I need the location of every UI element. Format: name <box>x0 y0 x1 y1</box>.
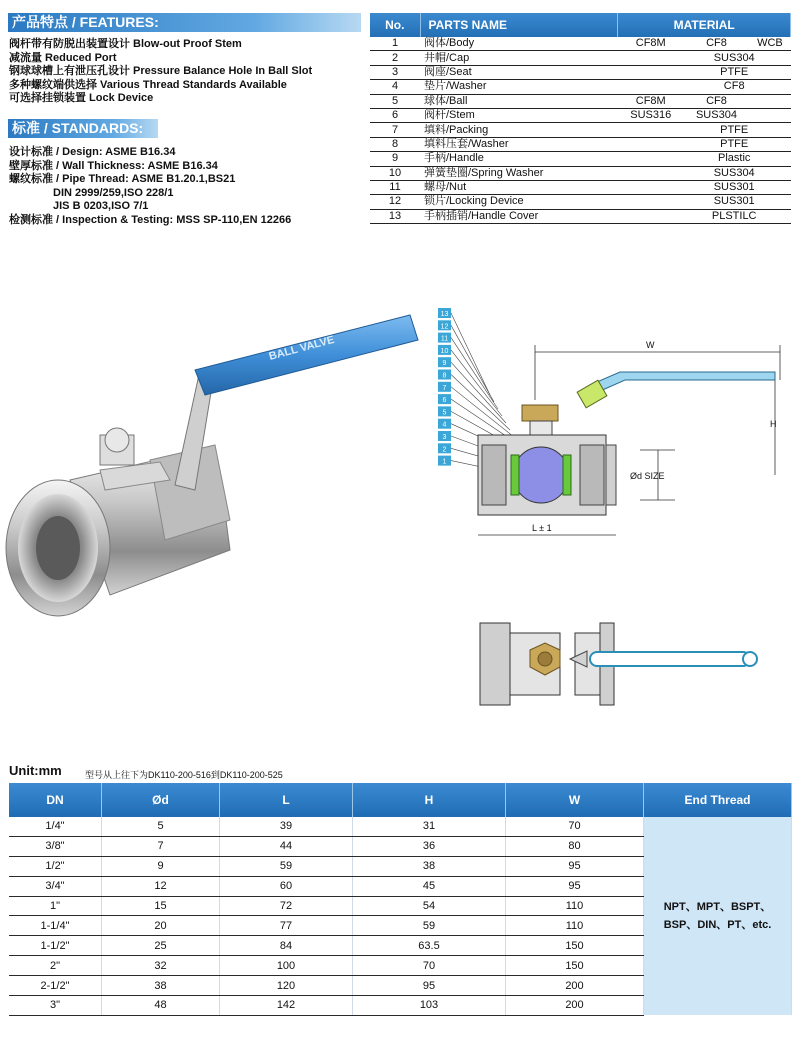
table-cell: 11 <box>370 180 420 194</box>
col-header-parts-name: PARTS NAME <box>420 13 618 37</box>
table-cell: 15 <box>102 896 220 916</box>
table-cell: 25 <box>102 936 220 956</box>
ball-valve-photo <box>0 290 420 650</box>
table-cell: 95 <box>506 856 644 876</box>
list-item: 检测标准 / Inspection & Testing: MSS SP-110,EN 12266 <box>9 213 292 226</box>
svg-text:5: 5 <box>442 409 447 417</box>
table-row <box>370 152 791 166</box>
table-cell: SUS301 <box>618 195 791 209</box>
table-cell: CF8 <box>684 94 750 108</box>
table-cell: PTFE <box>618 123 791 137</box>
list-item: 钢球球槽上有泄压孔设计 Pressure Balance Hole In Ball Slot <box>9 65 313 77</box>
table-cell: WCB <box>749 37 790 51</box>
table-cell: 200 <box>506 996 644 1016</box>
table-cell: 1/2" <box>9 856 102 876</box>
table-cell: 100 <box>220 956 353 976</box>
table-cell <box>749 94 790 108</box>
list-item: 可选择挂锁装置 Lock Device <box>9 92 154 104</box>
parts-table <box>370 13 791 224</box>
table-cell: SUS301 <box>618 180 791 194</box>
table-cell: CF8 <box>684 37 750 51</box>
model-note: 型号从上往下为DK110-200-516到DK110-200-525 <box>85 770 283 780</box>
table-cell: 38 <box>353 856 506 876</box>
svg-text:12: 12 <box>440 323 449 331</box>
table-cell: 84 <box>220 936 353 956</box>
table-cell: 4 <box>370 80 420 94</box>
table-cell: 59 <box>220 856 353 876</box>
svg-text:7: 7 <box>442 384 447 392</box>
dim-l-label: L ± 1 <box>532 523 552 533</box>
table-cell: 60 <box>220 876 353 896</box>
top-view-drawing <box>475 615 775 715</box>
table-cell: 手柄/Handle <box>420 152 618 166</box>
table-cell: 32 <box>102 956 220 976</box>
section-drawing <box>430 300 790 550</box>
table-cell: 12 <box>102 876 220 896</box>
table-cell: 2-1/2" <box>9 976 102 996</box>
table-cell: CF8M <box>618 37 684 51</box>
table-cell: 锁片/Locking Device <box>420 195 618 209</box>
svg-text:8: 8 <box>442 372 447 380</box>
table-cell: 95 <box>353 976 506 996</box>
table-cell: 球体/Ball <box>420 94 618 108</box>
table-cell: 13 <box>370 209 420 223</box>
table-cell: 95 <box>506 876 644 896</box>
table-cell: 10 <box>370 166 420 180</box>
svg-text:2: 2 <box>442 446 447 454</box>
table-cell: SUS304 <box>618 51 791 65</box>
end-thread-cell <box>644 817 792 1015</box>
table-cell: 39 <box>220 817 353 836</box>
table-cell: 3" <box>9 996 102 1016</box>
table-cell: 1/4" <box>9 817 102 836</box>
table-row <box>370 37 791 51</box>
table-cell: SUS304 <box>618 166 791 180</box>
table-cell: 2" <box>9 956 102 976</box>
list-item: 多种螺纹端供选择 Various Thread Standards Available <box>9 78 287 91</box>
table-cell: CF8M <box>618 94 684 108</box>
svg-text:11: 11 <box>440 335 449 343</box>
table-cell: 3/8" <box>9 836 102 856</box>
svg-text:4: 4 <box>442 421 447 429</box>
table-cell: 3/4" <box>9 876 102 896</box>
col-header-l: L <box>220 783 353 817</box>
table-cell: 垫片/Washer <box>420 80 618 94</box>
table-cell: 110 <box>506 896 644 916</box>
table-cell: 1" <box>9 896 102 916</box>
col-header-end-thread: End Thread <box>644 783 792 817</box>
table-row <box>370 123 791 137</box>
table-cell: 120 <box>220 976 353 996</box>
table-cell: 3 <box>370 65 420 79</box>
table-cell: 阀体/Body <box>420 37 618 51</box>
table-row <box>370 94 791 108</box>
table-cell: 阀座/Seat <box>420 65 618 79</box>
table-row <box>370 209 791 223</box>
table-cell: 阀杆/Stem <box>420 108 618 122</box>
table-cell: 1 <box>370 37 420 51</box>
col-header-no: No. <box>370 13 420 37</box>
table-cell: SUS316 <box>618 108 684 122</box>
table-cell: 弹簧垫圈/Spring Washer <box>420 166 618 180</box>
table-cell: 填料/Packing <box>420 123 618 137</box>
list-item: 螺纹标准 / Pipe Thread: ASME B1.20.1,BS21 <box>9 173 236 185</box>
list-item: DIN 2999/259,ISO 228/1 <box>53 186 174 199</box>
table-cell: 36 <box>353 836 506 856</box>
table-cell: 103 <box>353 996 506 1016</box>
svg-text:1: 1 <box>442 458 447 466</box>
table-cell: 44 <box>220 836 353 856</box>
table-cell: 142 <box>220 996 353 1016</box>
table-cell: 20 <box>102 916 220 936</box>
col-header-od: Ød <box>102 783 220 817</box>
table-cell: 110 <box>506 916 644 936</box>
list-item: 减流量 Reduced Port <box>9 51 117 64</box>
unit-label: Unit:mm <box>9 763 62 778</box>
table-cell: 77 <box>220 916 353 936</box>
table-cell: 5 <box>102 817 220 836</box>
table-row <box>370 180 791 194</box>
table-cell: 70 <box>353 956 506 976</box>
table-row <box>9 817 792 836</box>
table-cell: 1-1/4" <box>9 916 102 936</box>
table-cell: 45 <box>353 876 506 896</box>
table-cell: 8 <box>370 137 420 151</box>
svg-text:13: 13 <box>440 311 449 318</box>
table-cell: 5 <box>370 94 420 108</box>
table-cell: 7 <box>102 836 220 856</box>
end-thread-line: NPT、MPT、BSPT、 <box>663 901 772 914</box>
list-item: JIS B 0203,ISO 7/1 <box>53 200 149 212</box>
table-cell: 63.5 <box>353 936 506 956</box>
table-cell: SUS304 <box>684 108 750 122</box>
svg-text:10: 10 <box>440 347 449 355</box>
table-cell: 2 <box>370 51 420 65</box>
table-row <box>370 166 791 180</box>
table-cell: 38 <box>102 976 220 996</box>
table-cell: 12 <box>370 195 420 209</box>
col-header-w: W <box>506 783 644 817</box>
table-cell: 200 <box>506 976 644 996</box>
table-cell: 48 <box>102 996 220 1016</box>
svg-text:9: 9 <box>442 360 447 368</box>
callout-10 <box>438 345 502 416</box>
standards-list <box>9 146 291 227</box>
table-cell: Plastic <box>618 152 791 166</box>
dimension-table <box>9 783 792 1016</box>
dim-size-label: Ød SIZE <box>630 471 665 481</box>
table-cell <box>749 108 790 122</box>
list-item: 设计标准 / Design: ASME B16.34 <box>9 146 176 158</box>
table-row <box>370 80 791 94</box>
table-cell: 59 <box>353 916 506 936</box>
features-list <box>9 38 312 106</box>
table-cell: 手柄插销/Handle Cover <box>420 209 618 223</box>
table-row <box>370 65 791 79</box>
table-row <box>370 137 791 151</box>
table-cell: 150 <box>506 956 644 976</box>
features-banner: 产品特点 / FEATURES: <box>8 13 361 32</box>
end-thread-line: BSP、DIN、PT、etc. <box>663 919 772 932</box>
handle-label: BALL VALVE <box>267 333 336 363</box>
table-cell: PLSTILC <box>618 209 791 223</box>
table-cell: PTFE <box>618 137 791 151</box>
table-cell: 9 <box>102 856 220 876</box>
table-cell: 150 <box>506 936 644 956</box>
dim-w-label: W <box>646 340 655 350</box>
table-cell: PTFE <box>618 65 791 79</box>
col-header-dn: DN <box>9 783 102 817</box>
table-row <box>370 51 791 65</box>
table-cell: 井帽/Cap <box>420 51 618 65</box>
dim-h-label: H <box>770 419 777 429</box>
table-cell: 6 <box>370 108 420 122</box>
table-cell: 9 <box>370 152 420 166</box>
table-cell: 螺母/Nut <box>420 180 618 194</box>
table-cell: 1-1/2" <box>9 936 102 956</box>
list-item: 阀杆带有防脱出装置设计 Blow-out Proof Stem <box>9 38 242 50</box>
table-cell: 72 <box>220 896 353 916</box>
table-cell: 80 <box>506 836 644 856</box>
table-cell: CF8 <box>618 80 791 94</box>
col-header-material: MATERIAL <box>618 13 791 37</box>
table-cell: 填料压套/Washer <box>420 137 618 151</box>
table-cell: 31 <box>353 817 506 836</box>
svg-text:6: 6 <box>442 397 447 405</box>
table-cell: 54 <box>353 896 506 916</box>
list-item: 壁厚标准 / Wall Thickness: ASME B16.34 <box>9 159 218 172</box>
table-cell: 7 <box>370 123 420 137</box>
standards-banner: 标准 / STANDARDS: <box>8 119 158 138</box>
table-row <box>370 108 791 122</box>
col-header-h: H <box>353 783 506 817</box>
table-row <box>370 195 791 209</box>
table-cell: 70 <box>506 817 644 836</box>
svg-text:3: 3 <box>442 434 447 441</box>
